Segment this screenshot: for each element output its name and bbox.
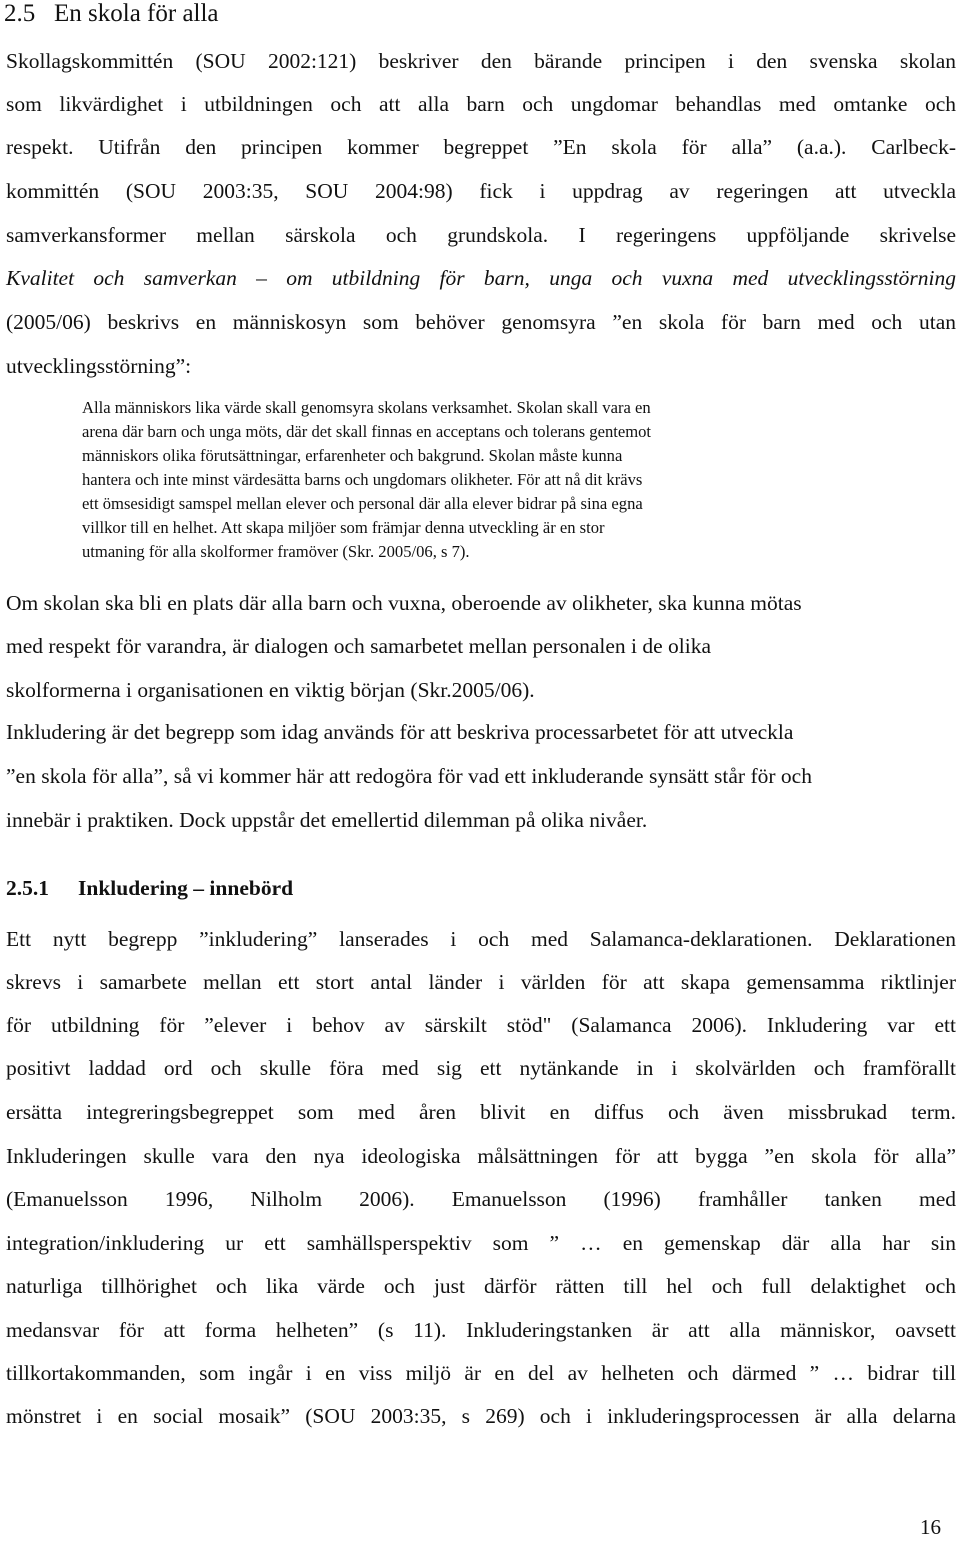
paragraph-line: Skollagskommittén (SOU 2002:121) beskriver den bärande principen i den svenska skolan [6,49,956,73]
paragraph-line: mönstret i en social mosaik” (SOU 2003:35, s 269) och i inkluderingsprocessen är alla delarna [6,1404,956,1428]
quote-line: ett ömsesidigt samspel mellan elever och personal där alla elever bidrar på sina egna [82,494,643,513]
section-heading [4,0,954,28]
paragraph-line: med respekt för varandra, är dialogen och samarbetet mellan personalen i de olika [6,634,712,658]
paragraph-line: som likvärdighet i utbildningen och att alla barn och ungdomar behandlas med omtanke och [6,92,956,116]
paragraph-line: utvecklingsstörning”: [6,354,192,378]
paragraph-line: respekt. Utifrån den principen kommer begreppet ”En skola för alla” (a.a.). Carlbeck- [6,135,956,159]
paragraph-line: Inkludering är det begrepp som idag används för att beskriva processarbetet för att utveckla [6,720,794,744]
paragraph-line: (2005/06) beskrivs en människosyn som behöver genomsyra ”en skola för barn med och utan [6,310,956,334]
paragraph-line: innebär i praktiken. Dock uppstår det emellertid dilemman på olika nivåer. [6,808,648,832]
paragraph-line: kommittén (SOU 2003:35, SOU 2004:98) fick i uppdrag av regeringen att utveckla [6,179,956,203]
quote-line: villkor till en helhet. Att skapa miljöer som främjar denna utveckling är en stor [82,518,605,537]
page-number: 16 [920,1515,941,1539]
paragraph-line: ”en skola för alla”, så vi kommer här att redogöra för vad ett inkluderande synsätt står för och [6,764,812,788]
subsection-title: Inkludering – innebörd [78,876,294,900]
quote-line: Alla människors lika värde skall genomsyra skolans verksamhet. Skolan skall vara en [82,398,651,417]
quote-line: människors olika förutsättningar, erfarenheter och bakgrund. Skolan måste kunna [82,446,623,465]
paragraph-line: (Emanuelsson 1996, Nilholm 2006). Emanuelsson (1996) framhåller tanken med [6,1187,956,1211]
paragraph-line: positivt laddad ord och skulle föra med sig ett nytänkande in i skolvärlden och framförallt [6,1056,956,1080]
subsection-number: 2.5.1 [6,876,49,900]
quote-line: arena där barn och unga möts, där det skall finnas en acceptans och tolerans gentemot [82,422,652,441]
paragraph-line: ersätta integreringsbegreppet som med åren blivit en diffus och även missbrukad term. [6,1100,956,1124]
paragraph-line: medansvar för att forma helheten” (s 11). Inkluderingstanken är att alla människor, oavsett [6,1318,956,1342]
paragraph-line: Inkluderingen skulle vara den nya ideologiska målsättningen för att bygga ”en skola för alla” [6,1144,956,1168]
paragraph-line: för utbildning för ”elever i behov av särskilt stöd" (Salamanca 2006). Inkludering var ett [6,1013,956,1037]
quote-line: utmaning för alla skolformer framöver (Skr. 2005/06, s 7). [82,542,470,561]
paragraph-line: Om skolan ska bli en plats där alla barn och vuxna, oberoende av olikheter, ska kunna mötas [6,591,802,615]
paragraph-line: skrevs i samarbete mellan ett stort antal länder i världen för att skapa gemensamma riktlinjer [6,970,956,994]
paragraph-line: tillkortakommanden, som ingår i en viss miljö är en del av helheten och därmed ” … bidrar till [6,1361,956,1385]
paragraph-line: naturliga tillhörighet och lika värde och just därför rätten till hel och full delaktighet och [6,1274,956,1298]
paragraph-line: skolformerna i organisationen en viktig början (Skr.2005/06). [6,678,535,702]
subsection-heading [6,874,956,902]
section-number: 2.5 [4,0,36,27]
section-title: En skola för alla [54,0,219,27]
paragraph-line: samverkansformer mellan särskola och grundskola. I regeringens uppföljande skrivelse [6,223,956,247]
paragraph-line: integration/inkludering ur ett samhällsperspektiv som ” … en gemenskap där alla har sin [6,1231,956,1255]
paragraph-line: Ett nytt begrepp ”inkludering” lanserades i och med Salamanca-deklarationen. Deklarationen [6,927,956,951]
report-title-italic: Kvalitet och samverkan – om utbildning för barn, unga och vuxna med utvecklingsstörning [6,266,956,290]
quote-line: hantera och inte minst värdesätta barns och ungdomars olikheter. För att nå dit krävs [82,470,643,489]
